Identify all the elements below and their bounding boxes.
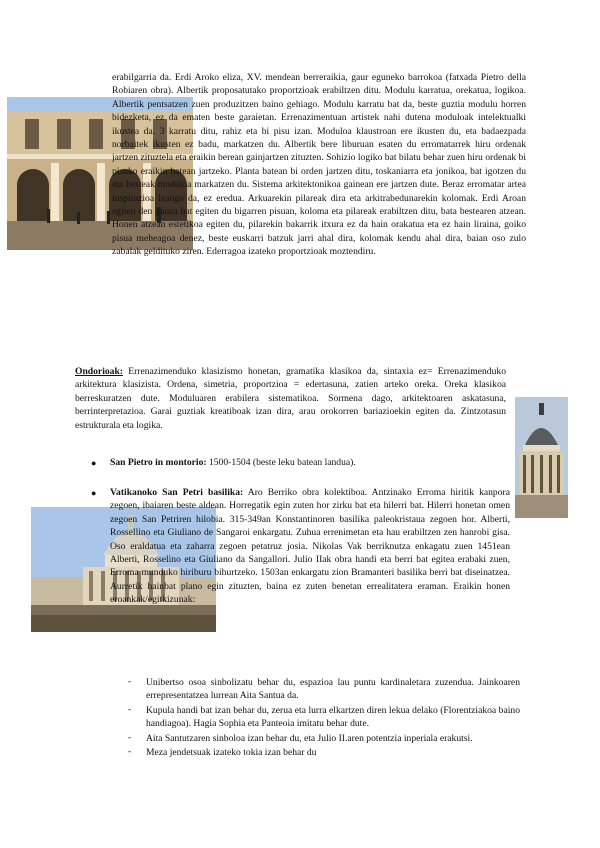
tempietto-photo: [515, 397, 568, 518]
st-peters-label: Vatikanoko San Petri basilika:: [110, 487, 244, 498]
bullet-item-st-peters: [110, 486, 510, 664]
conclusions-heading: Ondorioak:: [75, 366, 123, 377]
sublist-item-4: Meza jendetsuak izateko tokia izan behar du: [146, 747, 317, 758]
st-peters-text: Aro Berriko obra kolektiboa. Antzinako Erroma hiritik kanpora zegoen, ibaiaren beste aldean. Horregatik egin zuten hor zirku bat eta hilerri bat. Hilerri honetan omen zegoen San Petriren hilobia. 315-349an Konstantinoren basilika paleokristaua zegoen hor. Alberti, Rossellino eta Giuliano de Sangaroi enkargatu. Zuhua errenimetan eta hau erabiltzen zen hanrobi gisa. Oso eraldatua eta zaharra zegoen petatruz josia. Nikolas Vak berriknutza enkagatu zuen 1451ean Alberti, Rosselino eta Giuliano da Sangallori. Julio IIak obra handi eta berri bat egitea erabaki zuen, Erroma munduko hiriburu bihurtzeko. 1503an enkargatu zion Bramanteri basilika berri bat diseinatzea. Aurretik hainbat plano egin zituzten, baina ez zuten benetan errealitatera eraman. Eraikin honen eroankak/egitkizunak:: [110, 487, 510, 606]
sublist-item-3: Aita Santutzaren sinboloa izan behar du, eta Julio II.aren potentzia inperiala erakutsi.: [146, 733, 473, 744]
sublist-dash-1: -: [128, 676, 132, 687]
bullet-item-san-pietro: [110, 456, 510, 469]
bullet-marker-2: ●: [91, 488, 97, 498]
paragraph-1-text: erabilgarria da. Erdi Aroko eliza, XV. mendean berreraikia, gaur eguneko barrokoa (fatxada Pietro della Robiaren obra). Albertik proposatutako proportzioak erabiltzen ditu. Modulu karratua, orekatua, logikoa. Albertik pentsatzen zuen produzitzen baino gehiago. Modulu karratu bat da, beste guztia modulu horren bidezketa, ez da ematen beste garaietan. Errenazimentuan artistek nahi dutena moduloak intelektualki ikustea da. 3 karratu ditu, rahiz eta bi pisu izan. Moduloa klaustroan ere ikusten du, eta badaezpada norbaitek ikusten ez badu, markatzen du. Albertik bere liburuan esaten du erromatarrek hiru ordenak jartzen zituztela eta eraikin berean gainjartzen zituzten. Sohizio logiko bat bilatu behar zuen hiru ordenak bi pisuko eraikin batean jartzeko. Planta batean bi orden jartzen ditu, toskaniarra eta jonikoa, bat igotzen du eta besteak moduloa markatzen du. Sistema arkitektonikoa gainean ere jartzen dute. Beraz erromatar artea inspirazioa izango da, ez eredua. Arkuarekin pilareak dira eta arkitrabedunarekin kolomak. Erdi Aroan egiten den gauza bat egiten du bigarren pisuan, koloma eta pilareak erabiltzen ditu, bata bestearen atzean. Honen atzean estetikoa egiten du, pilarekin bakarrik itxura ez da hain orakatua eta ez hain liraina, goiko pisua meheagoa denez, beste euskarri batzuk jarri ahal dira, kolomak kendu ahal dira, baian oso zulo zabalak geldituko ziren. Ederragoa izateko proportzioak moztendiru.: [112, 72, 526, 258]
san-pietro-label: San Pietro in montorio:: [110, 457, 207, 468]
body-paragraph-2: [75, 365, 506, 432]
body-paragraph-1-wrap: [112, 71, 526, 359]
san-pietro-text: 1500-1504 (beste leku batean landua).: [206, 457, 356, 468]
conclusions-text: Errenazimenduko klasizismo honetan, gramatika klasikoa da, sintaxia ez= Errenazimenduko arkitektura klasizista. Ordena, simetria, proportzioa = edertasuna, zatien arteko oreka. Oreka klasikoa berreskuratzen dute. Moduluaren erabilera sistematikoa. Sormena dago, arkitektoaren askatasuna, berrinterpretazioa. Garai guztiak kreatiboak izan dira, arau orokorren bariazioekin egiten da. Zintzotasun estrukturala eta logika.: [75, 366, 506, 431]
bullet-marker-1: ●: [91, 458, 97, 468]
sublist-item-1: Unibertso osoa sinbolizatu behar du, espazioa lau puntu kardinaletara zuzendua. Jainkoaren errepresentatzea lurrean Aita Santua da.: [146, 677, 520, 702]
sublist-item-2: Kupula handi bat izan behar du, zerua eta lurra elkartzen diren lekua delako (Florentziakoa baino handiagoa). Hagia Sophia eta Panteoia imitatu behar dute.: [146, 705, 520, 730]
sublist-dash-4: -: [128, 746, 132, 757]
sublist-dash-2: -: [128, 704, 132, 715]
sublist-dash-3: -: [128, 732, 132, 743]
